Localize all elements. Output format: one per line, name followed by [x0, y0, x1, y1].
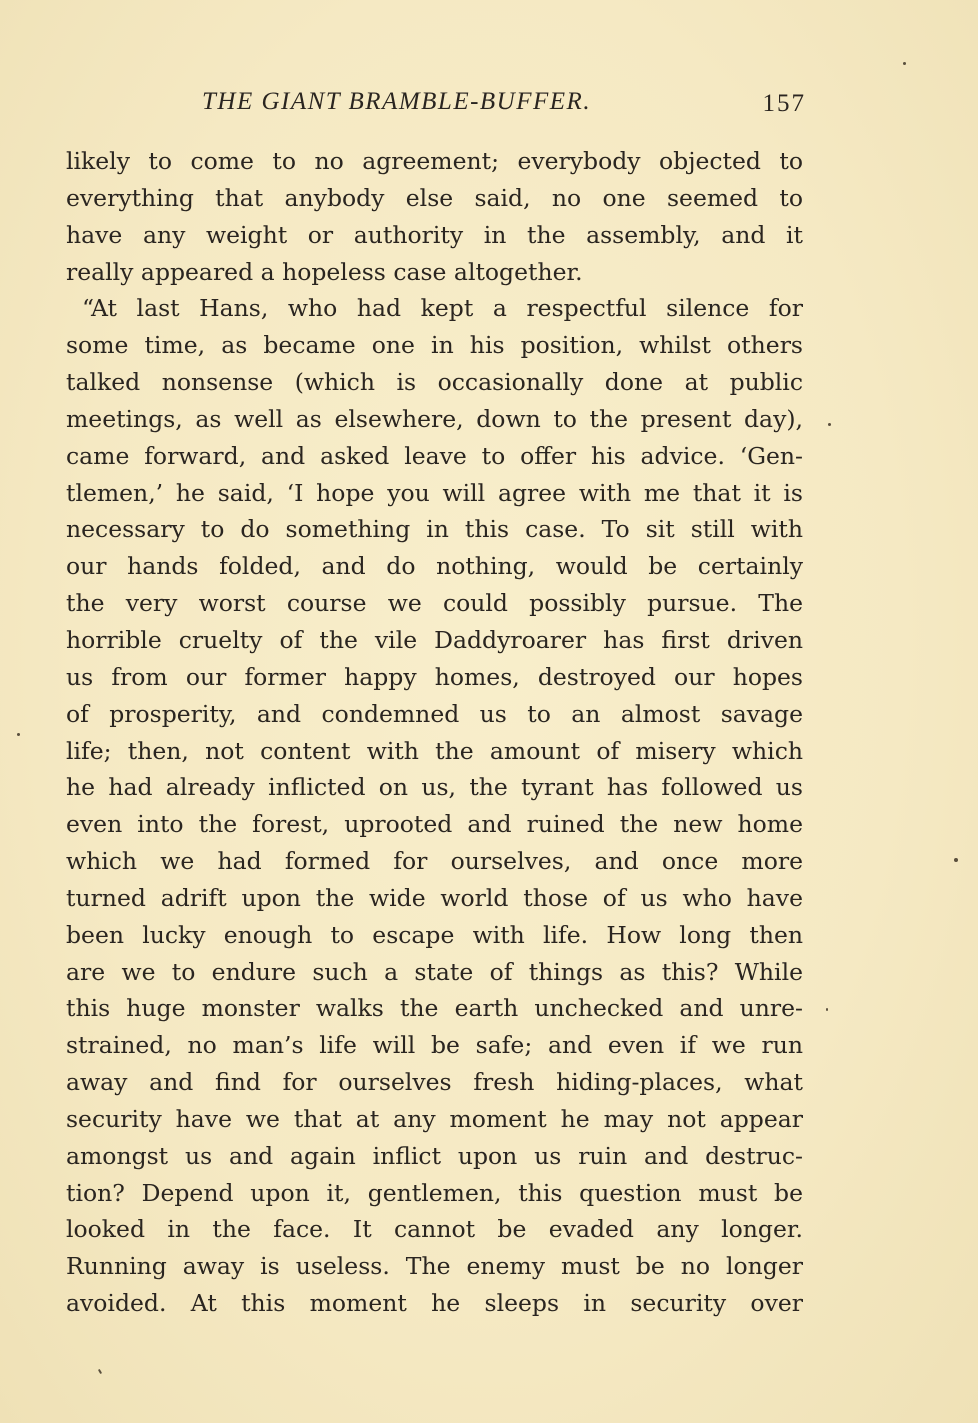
- text-line: tion? Depend upon it, gentlemen, this question must be: [66, 1178, 803, 1207]
- text-line: avoided. At this moment he sleeps in security over: [66, 1289, 803, 1318]
- text-line: this huge monster walks the earth unchecked and unre-: [66, 994, 803, 1023]
- text-line: he had already inflicted on us, the tyrant has followed us: [66, 773, 803, 802]
- text-line: life; then, not content with the amount of misery which: [66, 736, 803, 765]
- text-line: “At last Hans, who had kept a respectful silence for: [82, 294, 803, 323]
- text-line: have any weight or authority in the assembly, and it: [66, 220, 803, 249]
- text-line: of prosperity, and condemned us to an almost savage: [66, 699, 803, 728]
- paper-speck: [954, 858, 958, 862]
- text-line: came forward, and asked leave to offer his advice. ‘Gen-: [66, 441, 803, 470]
- text-line: looked in the face. It cannot be evaded any longer.: [66, 1215, 803, 1244]
- text-line: really appeared a hopeless case altogether.: [66, 257, 583, 286]
- text-line: even into the forest, uprooted and ruined the new home: [66, 810, 803, 839]
- text-line: necessary to do something in this case. To sit still with: [66, 515, 803, 544]
- paper-speck: [903, 62, 906, 65]
- page-number: 157: [762, 90, 806, 117]
- text-line: us from our former happy homes, destroyed our hopes: [66, 662, 803, 691]
- text-line: are we to endure such a state of things as this? While: [66, 957, 803, 986]
- text-line: amongst us and again inflict upon us ruin and destruc-: [66, 1141, 803, 1170]
- text-line: security have we that at any moment he may not appear: [66, 1104, 803, 1133]
- text-line: the very worst course we could possibly pursue. The: [66, 589, 803, 618]
- text-line: our hands folded, and do nothing, would be certainly: [66, 552, 803, 581]
- running-title: THE GIANT BRAMBLE-BUFFER.: [202, 88, 592, 115]
- paper-speck: [98, 1369, 102, 1374]
- text-line: strained, no man’s life will be safe; and even if we run: [66, 1031, 803, 1060]
- text-line: likely to come to no agreement; everybody objected to: [66, 147, 803, 175]
- text-line: horrible cruelty of the vile Daddyroarer has first driven: [66, 625, 803, 654]
- text-line: some time, as became one in his position, whilst others: [66, 331, 803, 360]
- body-text: [66, 143, 803, 1322]
- text-line: been lucky enough to escape with life. How long then: [66, 920, 803, 949]
- running-head: [66, 84, 806, 120]
- text-line: turned adrift upon the wide world those of us who have: [66, 883, 803, 912]
- text-line: meetings, as well as elsewhere, down to the present day),: [66, 404, 803, 433]
- text-line: everything that anybody else said, no one seemed to: [66, 183, 803, 212]
- text-line: which we had formed for ourselves, and once more: [66, 847, 803, 876]
- text-line: tlemen,’ he said, ‘I hope you will agree with me that it is: [66, 478, 803, 507]
- text-line: Running away is useless. The enemy must be no longer: [66, 1252, 803, 1281]
- paper-speck: [828, 423, 831, 426]
- paper-speck: [17, 733, 20, 736]
- paper-speck: [826, 1008, 828, 1011]
- text-line: talked nonsense (which is occasionally done at public: [66, 368, 803, 397]
- text-line: away and find for ourselves fresh hiding-places, what: [66, 1068, 803, 1097]
